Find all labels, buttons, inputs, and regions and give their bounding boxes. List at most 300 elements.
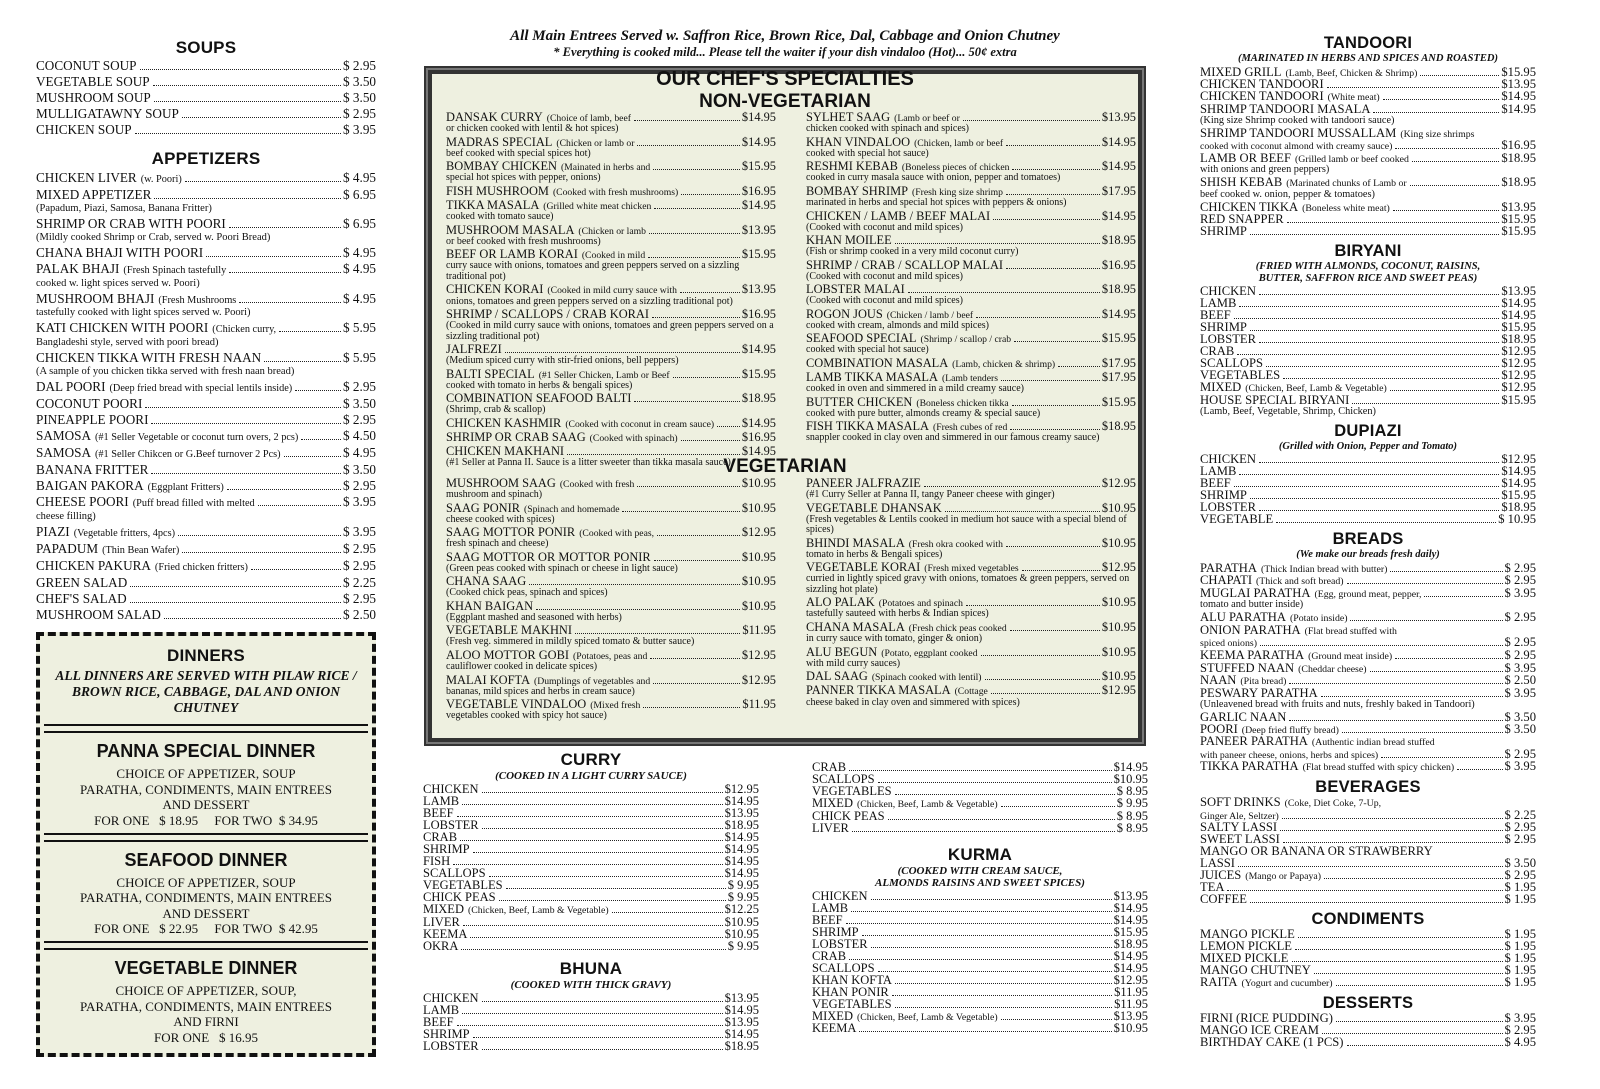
dot-leader [652, 317, 740, 318]
item-price: $ 1.95 [1504, 882, 1536, 895]
item-name: PIAZI [36, 525, 70, 540]
item-description: (Spinach and homemade [524, 503, 620, 515]
item-price: $18.95 [1501, 177, 1536, 190]
condiments-heading: CONDIMENTS [1311, 910, 1425, 929]
dot-leader [1342, 732, 1503, 733]
dot-leader [1006, 546, 1100, 547]
item-description: (Cooked with peas, [579, 528, 655, 540]
item-price: $18.95 [1101, 420, 1136, 434]
dot-leader [1250, 330, 1499, 331]
item-price: $ 1.95 [1504, 894, 1536, 907]
item-name: LAMB TIKKA MASALA [806, 371, 938, 385]
dot-leader [1289, 720, 1502, 721]
item-description: (Thin Bean Wafer) [102, 545, 180, 557]
dot-leader [1393, 210, 1500, 211]
item-name: CHICKEN TANDOORI [1200, 79, 1324, 92]
dot-leader [976, 317, 1100, 318]
item-name: TIKKA MASALA [446, 199, 540, 213]
item-price: $ 4.95 [343, 261, 376, 276]
item-name: SHRIMP [1200, 226, 1247, 239]
dot-leader [643, 707, 740, 708]
item-note: cooked with pure butter, almonds creamy & special sauce) [806, 407, 1041, 419]
item-price: $14.95 [1501, 91, 1536, 104]
curry-heading: CURRY [560, 750, 622, 769]
item-price: $ 2.25 [1504, 809, 1536, 822]
item-price: $17.95 [1101, 356, 1136, 370]
item-note: (A sample of you chicken tikka served with fresh naan bread) [36, 366, 295, 378]
dot-leader [895, 983, 1112, 984]
dot-leader [654, 560, 740, 561]
menu-item [806, 210, 1136, 223]
item-name: MIXED APPETIZER [36, 187, 152, 202]
item-name: BALTI SPECIAL [446, 367, 535, 381]
menu-item [36, 463, 376, 477]
item-note: (Fresh vegetables & Lentils cooked in medium hot sauce with a special blend of spices) [806, 513, 1127, 536]
item-name: BEEF [423, 1016, 454, 1029]
item-description: (Fried chicken fritters) [154, 561, 248, 573]
item-note: bananas, mild spices and herbs in cream sauce) [446, 685, 635, 697]
dot-leader [648, 257, 740, 258]
item-note: cooked with special hot sauce) [806, 344, 929, 356]
curry-list [423, 784, 759, 953]
menu-item [423, 844, 759, 856]
dot-leader [1259, 462, 1499, 463]
item-price: $ 5.95 [343, 351, 376, 366]
item-name: CHICKEN SOUP [36, 123, 132, 137]
menu-item [1200, 1013, 1536, 1025]
item-description: (Chicken, Beef, Lamb & Vegetable) [1245, 383, 1387, 395]
item-price: $14.95 [1101, 209, 1136, 223]
item-price: $10.95 [741, 550, 776, 564]
item-note: mushroom and spinach) [446, 489, 543, 501]
menu-item [1200, 466, 1536, 478]
item-price: $14.95 [1501, 310, 1536, 323]
dot-leader [637, 145, 740, 146]
divider [44, 941, 368, 950]
item-price: $14.95 [741, 135, 776, 149]
item-price: $ 3.95 [343, 525, 376, 540]
dot-leader [1373, 112, 1499, 113]
item-name: TIKKA PARATHA [1200, 761, 1299, 774]
dot-leader [575, 633, 740, 634]
dot-leader [851, 911, 1112, 912]
item-name: VEGETABLE SOUP [36, 75, 150, 89]
dot-leader [1314, 973, 1503, 974]
item-price: $14.95 [1501, 103, 1536, 116]
item-name: LAMB [1200, 466, 1237, 479]
dot-leader [895, 794, 1115, 795]
menu-item [1200, 177, 1536, 190]
dot-leader [945, 511, 1100, 512]
item-description: (Grilled white meat chicken [543, 201, 652, 213]
item-price: $18.95 [1113, 938, 1148, 951]
item-description: (Deep fried bread with special lentils inside) [109, 383, 293, 395]
dot-leader [182, 117, 341, 118]
item-name: BOMBAY CHICKEN [446, 160, 557, 174]
appetizers-list [36, 171, 376, 622]
menu-item [446, 224, 776, 237]
item-name: LAMB [812, 902, 849, 915]
dot-leader [536, 609, 740, 610]
dot-leader [462, 804, 723, 805]
dot-leader [185, 181, 341, 182]
item-price: $13.95 [1101, 111, 1136, 124]
item-price: $14.95 [1101, 307, 1136, 321]
item-price: $12.25 [724, 904, 759, 916]
item-description: cooked with coconut almond with creamy sauce) [1200, 141, 1393, 153]
menu-item [36, 576, 376, 590]
veg-right-list [806, 476, 1136, 722]
menu-item [806, 136, 1136, 149]
menu-item [812, 939, 1148, 951]
item-price: $ 2.95 [343, 558, 376, 573]
item-description: (Mango or Papaya) [1245, 870, 1322, 882]
dot-leader [151, 423, 341, 424]
dot-leader [878, 971, 1112, 972]
item-note: or chicken cooked with lentil & hot spices) [446, 123, 619, 135]
dot-leader [482, 1001, 723, 1002]
menu-item [36, 559, 376, 574]
item-price: $10.95 [1101, 670, 1136, 684]
dot-leader [871, 947, 1112, 948]
item-name: LEMON PICKLE [1200, 941, 1292, 954]
menu-item [1200, 965, 1536, 977]
menu-item [36, 217, 376, 231]
bhuna-heading: BHUNA [559, 958, 623, 978]
item-note: fresh spinach and cheese) [446, 538, 549, 550]
item-description: (Potato, eggplant cooked [881, 647, 978, 659]
item-name: MANGO CHUTNEY [1200, 965, 1311, 978]
item-price: $16.95 [1101, 258, 1136, 272]
dot-leader [1457, 769, 1502, 770]
dot-leader [164, 618, 341, 619]
menu-item [36, 413, 376, 427]
item-name: BANANA FRITTER [36, 462, 149, 477]
menu-item [446, 502, 776, 515]
item-name: CRAB [423, 832, 458, 844]
dot-leader [1280, 830, 1502, 831]
item-name: VEGETABLES [812, 786, 892, 798]
dot-leader [140, 69, 342, 70]
menu-item [423, 1029, 759, 1041]
dot-leader [1014, 341, 1100, 342]
dinner-line: AND DESSERT [162, 797, 250, 813]
item-description: (Authentic indian bread stuffed [1311, 737, 1435, 749]
item-price: $14.95 [741, 343, 776, 357]
menu-item [36, 75, 376, 89]
item-price: $ 3.95 [1504, 1012, 1536, 1025]
item-price: $ 2.95 [1504, 1024, 1536, 1037]
item-note: (Green peas cooked with spinach or cheese in light sauce) [446, 562, 678, 574]
dot-leader [473, 852, 723, 853]
item-name: MUSHROOM SALAD [36, 607, 161, 622]
right-column [1200, 34, 1536, 1049]
item-price: $ 3.50 [1504, 723, 1536, 736]
menu-item [1200, 797, 1536, 810]
item-price: $ 3.50 [343, 462, 376, 477]
item-price: $ 2.95 [1504, 562, 1536, 575]
item-name: MUSHROOM SAAG [446, 477, 556, 490]
menu-item [1200, 1025, 1536, 1037]
item-price: $ 1.95 [1504, 977, 1536, 990]
item-price: $ 1.95 [1504, 929, 1536, 942]
item-note: cheese baked in clay oven and simmered with spices) [806, 696, 1020, 708]
item-price: $14.95 [1501, 466, 1536, 479]
item-price: $15.95 [1501, 66, 1536, 79]
dot-leader [871, 899, 1112, 900]
menu-item [812, 774, 1148, 786]
menu-item [423, 929, 759, 941]
item-name: MUSHROOM MASALA [446, 223, 575, 237]
item-price: $ 3.95 [343, 495, 376, 510]
item-note: cooked with tomato in herbs & bengali spices) [446, 379, 633, 391]
item-note: with onions and green peppers) [1200, 164, 1330, 176]
item-description: (Mainated in herbs and [560, 162, 651, 174]
item-price: $14.95 [741, 199, 776, 213]
menu-item [36, 495, 376, 510]
item-description: (#1 Seller Chicken, Lamb or Beef [538, 369, 670, 381]
dot-leader [1058, 366, 1100, 367]
item-price: $12.95 [724, 784, 759, 796]
item-price: $18.95 [724, 820, 759, 832]
item-price: $14.95 [1113, 762, 1148, 774]
dot-leader [489, 876, 723, 877]
dot-leader [966, 605, 1100, 606]
item-price: $13.95 [724, 808, 759, 820]
item-name: RED SNAPPER [1200, 214, 1284, 227]
banner-line-1: All Main Entrees Served w. Saffron Rice, Brown Rice, Dal, Cabbage and Onion Chutney [510, 28, 1060, 44]
item-name: SCALLOPS [812, 774, 875, 786]
menu-item [36, 479, 376, 494]
item-name: VEGETABLE MAKHNI [446, 624, 572, 638]
item-description: (#1 Seller Chikcen or G.Beef turnover 2 Pcs) [94, 448, 281, 460]
menu-item [806, 670, 1136, 683]
item-price: $13.95 [1113, 1010, 1148, 1023]
item-name: BOMBAY SHRIMP [806, 184, 909, 198]
item-description: (Egg, ground meat, pepper, [1314, 588, 1422, 600]
item-price: $17.95 [1101, 184, 1136, 198]
menu-item [423, 1041, 759, 1053]
dot-leader [895, 1007, 1113, 1008]
tandoori-heading: TANDOORI [1323, 34, 1413, 52]
item-description: (Fresh king size shrimp [912, 186, 1003, 198]
dinner-line: CHOICE OF APPETIZER, SOUP, [115, 982, 297, 998]
item-note: tomato and butter inside) [1200, 599, 1304, 611]
item-name: DANSAK CURRY [446, 111, 543, 124]
panna-dinner-title: PANNA SPECIAL DINNER [96, 741, 316, 762]
item-price: $ 2.95 [1504, 612, 1536, 625]
item-note: (Medium spiced curry with stir-fried onions, bell peppers) [446, 355, 679, 367]
dot-leader [1012, 405, 1100, 406]
dot-leader [1266, 366, 1499, 367]
item-price: $15.95 [1501, 226, 1536, 239]
menu-item [1200, 91, 1536, 104]
menu-item [423, 796, 759, 808]
dot-leader [612, 912, 723, 913]
menu-item [806, 357, 1136, 370]
dot-leader [1259, 294, 1499, 295]
menu-item [812, 963, 1148, 975]
menu-item [812, 1011, 1148, 1024]
kurma-heading: KURMA [947, 844, 1013, 864]
item-price: $15.95 [1501, 322, 1536, 335]
item-description: (Coke, Diet Coke, 7-Up, [1284, 797, 1382, 809]
dot-leader [1298, 937, 1503, 938]
item-name: PINEAPPLE POORI [36, 413, 149, 428]
item-price: $14.95 [1113, 962, 1148, 975]
item-price: $14.95 [1101, 135, 1136, 149]
menu-item [1200, 370, 1536, 382]
menu-item [1200, 953, 1536, 965]
menu-item [1200, 675, 1536, 688]
item-name: MIXED [812, 1010, 853, 1023]
dot-leader [622, 511, 739, 512]
menu-item [1200, 858, 1536, 870]
item-name: DAL SAAG [806, 670, 868, 684]
item-price: $15.95 [741, 160, 776, 174]
item-price: $13.95 [1501, 79, 1536, 92]
menu-item [446, 674, 776, 687]
item-name: SCALLOPS [1200, 358, 1263, 371]
item-name: FIRNI (RICE PUDDING) [1200, 1012, 1333, 1025]
item-description: (Cooked with fresh mushrooms) [552, 186, 679, 198]
item-price: $14.95 [1113, 950, 1148, 963]
menu-item [446, 368, 776, 381]
menu-item [36, 246, 376, 260]
item-description: (Cooked with spinach) [589, 432, 678, 444]
curry-subtitle: (COOKED IN A LIGHT CURRY SAUCE) [495, 770, 687, 782]
soups-list [36, 59, 376, 137]
item-price: $ 5.95 [343, 321, 376, 336]
item-price: $ 2.95 [343, 413, 376, 428]
kurma-subtitle: (COOKED WITH CREAM SAUCE, ALMONDS RAISINS AND SWEET SPICES) [875, 864, 1085, 889]
item-price: $12.95 [741, 526, 776, 540]
item-description: (Lamb tenders [941, 373, 998, 385]
dot-leader [1227, 890, 1502, 891]
item-name: SHRIMP OR CRAB SAAG [446, 430, 586, 444]
menu-item [1200, 941, 1536, 953]
item-name: KHAN MOILEE [806, 234, 892, 248]
item-price: $10.95 [741, 599, 776, 613]
menu-item [1200, 310, 1536, 322]
item-name: POORI [1200, 723, 1238, 736]
item-note: (Lamb, Beef, Vegetable, Shrimp, Chicken) [1200, 405, 1376, 417]
menu-item [423, 1017, 759, 1029]
dot-leader [634, 120, 740, 121]
item-name: DAL POORI [36, 380, 106, 395]
dot-leader [1010, 429, 1100, 430]
item-name: CHICKEN [423, 992, 479, 1005]
item-price: $ 2.95 [1504, 637, 1536, 650]
dot-leader [1239, 474, 1499, 475]
dinner-line: CHOICE OF APPETIZER, SOUP [116, 874, 296, 890]
item-name: BHINDI MASALA [806, 536, 905, 550]
item-price: $ 10.95 [1498, 514, 1536, 527]
item-price: $ 3.50 [1504, 711, 1536, 724]
item-name: CHICKEN TIKKA [1200, 201, 1299, 214]
item-price: $18.95 [1501, 502, 1536, 515]
item-price: $ 2.25 [343, 575, 376, 590]
menu-item [812, 798, 1148, 811]
item-description: Ginger Ale, Seltzer) [1200, 810, 1279, 822]
dot-leader [1012, 169, 1099, 170]
item-note: marinated in herbs and special hot spices with peppers & onions) [806, 197, 1067, 209]
item-name: MALAI KOFTA [446, 673, 531, 687]
item-description: (Fresh Mushrooms [158, 294, 237, 306]
item-description: (Shrimp / scallop / crab [920, 334, 1012, 346]
item-description: (Chicken / lamb / beef [886, 309, 974, 321]
menu-item [812, 762, 1148, 774]
dot-leader [1238, 866, 1503, 867]
dot-leader [1424, 596, 1502, 597]
item-description: (#1 Seller Vegetable or coconut turn overs, 2 pcs) [94, 432, 299, 444]
item-name: LOBSTER [1200, 334, 1256, 347]
dot-leader [657, 535, 740, 536]
item-price: $ 9.95 [727, 880, 759, 892]
item-price: $15.95 [1101, 395, 1136, 409]
dinner-line: CHOICE OF APPETIZER, SOUP [116, 766, 296, 782]
item-price: $ 8.95 [1116, 810, 1148, 823]
dot-leader [1001, 380, 1100, 381]
dot-leader [991, 693, 1100, 694]
item-name: CRAB [812, 762, 847, 774]
item-price: $14.95 [724, 856, 759, 868]
dot-leader [482, 792, 723, 793]
dot-leader [1390, 571, 1502, 572]
item-note: chicken cooked with spinach and spices) [806, 123, 970, 135]
biryani-subtitle: (FRIED WITH ALMONDS, COCONUT, RAISINS, BUTTER, SAFFRON RICE AND SWEET PEAS) [1255, 261, 1481, 284]
dinner-line: PARATHA, CONDIMENTS, MAIN ENTREES [80, 781, 332, 797]
dot-leader [457, 816, 723, 817]
beverages-heading: BEVERAGES [1315, 777, 1421, 796]
item-description: (Marinated chunks of Lamb or [1286, 178, 1407, 190]
item-price: $ 2.95 [1504, 650, 1536, 663]
beverages-list [1200, 797, 1536, 906]
item-name: KEEMA PARATHA [1200, 650, 1305, 663]
item-price: $ 3.50 [343, 91, 376, 105]
dot-leader [924, 486, 1100, 487]
item-name: PESWARY PARATHA [1200, 687, 1318, 700]
dot-leader [1234, 486, 1500, 487]
menu-item [812, 1023, 1148, 1035]
item-price: $10.95 [724, 928, 759, 941]
biryani-list [1200, 286, 1536, 417]
item-name: VEGETABLE KORAI [806, 561, 921, 575]
item-note: or beef cooked with fresh mushrooms) [446, 235, 601, 247]
dupiazi-heading: DUPIAZI [1334, 421, 1402, 440]
item-name: SHRIMP OR CRAB WITH POORI [36, 216, 226, 231]
item-name: SOFT DRINKS [1200, 796, 1281, 809]
item-note: curried in lightly spiced gravy with onions, tomatoes & green peppers, served on sizzling hot plate) [806, 573, 1130, 595]
item-name: BIRTHDAY CAKE (1 PCS) [1200, 1036, 1344, 1049]
item-name: CHICK PEAS [812, 810, 885, 823]
item-price: $ 2.95 [1504, 748, 1536, 761]
bhuna-list [423, 993, 759, 1053]
item-description: (Cooked in mild curry sauce with [547, 285, 677, 297]
dot-leader [473, 1037, 723, 1038]
item-price: $12.95 [1101, 477, 1136, 490]
item-name: PARATHA [1200, 562, 1257, 575]
dot-leader [499, 900, 726, 901]
item-price: $ 2.95 [1504, 834, 1536, 847]
item-name: MIXED PICKLE [1200, 953, 1289, 966]
item-description: (Cheddar cheese) [1298, 663, 1367, 675]
item-name: CHICKEN [1200, 286, 1256, 299]
item-name: SAMOSA [36, 429, 91, 444]
item-price: $14.95 [724, 1004, 759, 1017]
item-price: $12.95 [1113, 974, 1148, 987]
menu-item [36, 446, 376, 461]
